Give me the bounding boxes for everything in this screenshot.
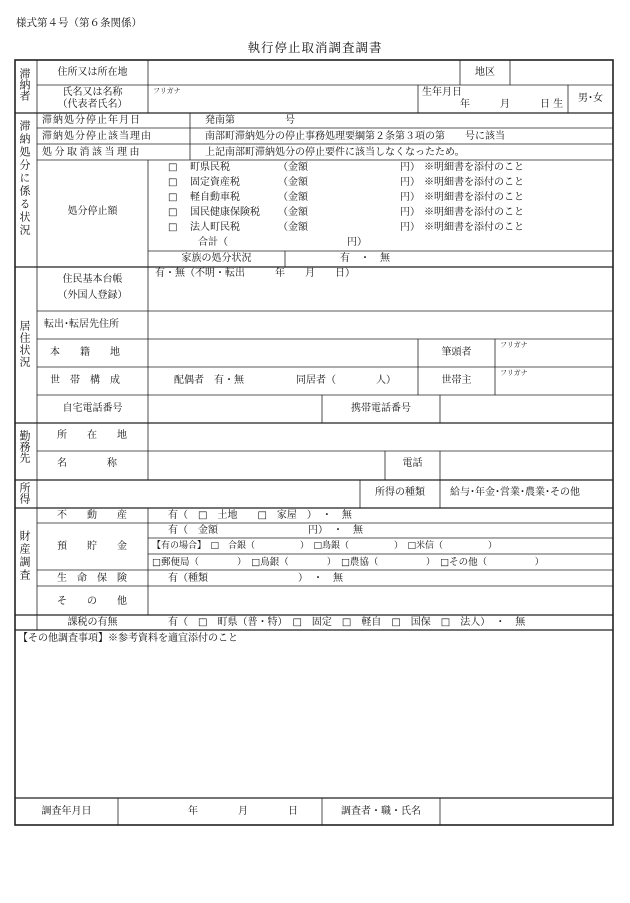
total-yen: 円）	[347, 237, 367, 248]
domicile-label: 本 籍 地	[50, 347, 120, 358]
tax-row-name: 法人町民税	[190, 222, 240, 233]
total-label: 合計（	[198, 237, 228, 248]
mobile-phone-label: 携帯電話番号	[351, 403, 411, 414]
name-label: 氏名又は名称	[62, 87, 123, 98]
tax-row-yen: 円）	[400, 207, 420, 218]
tax-row-name: 軽自動車税	[190, 192, 240, 203]
real-estate-label: 不 動 産	[57, 510, 127, 521]
savings-banks-row2: □郵便局（ ） □鳥銀（ ） □農協（ ） □その他（ ）	[152, 557, 545, 568]
section-shotoku: 所得	[18, 482, 31, 504]
tax-row-checkbox[interactable]: □	[168, 177, 178, 188]
surveyor-label: 調査者・職・氏名	[341, 806, 421, 817]
district-label: 地区	[475, 67, 495, 78]
income-type-label: 所得の種類	[375, 487, 425, 498]
tax-row-checkbox[interactable]: □	[168, 207, 178, 218]
tax-row-amount: （金額	[278, 192, 308, 203]
section-zaisan: 財産調査	[18, 530, 31, 582]
life-insurance-label: 生 命 保 険	[57, 573, 127, 584]
sex-field: 男･女	[578, 93, 603, 104]
birth-date-units: 年 月 日 生	[460, 99, 564, 110]
tax-row-yen: 円）	[400, 222, 420, 233]
real-estate-value: 有（ □ 土地 □ 家屋 ） ・ 無	[168, 510, 352, 521]
home-phone-label: 自宅電話番号	[62, 403, 123, 414]
tax-row-name: 国民健康保険税	[190, 207, 260, 218]
furigana-label: フリガナ	[153, 87, 181, 95]
head-of-registry-label: 筆頭者	[441, 347, 472, 358]
tax-row-amount: （金額	[278, 162, 308, 173]
cancel-label: 処分取消該当理由	[42, 147, 142, 158]
tax-row-note: ※明細書を添付のこと	[424, 207, 524, 218]
moved-address-label: 転出･転居先住所	[44, 319, 119, 330]
reason-label: 滞納処分停止該当理由	[42, 131, 152, 142]
life-insurance-value: 有（種類 ） ・ 無	[168, 573, 343, 584]
tax-row-amount: （金額	[278, 177, 308, 188]
household-label: 世 帯 構 成	[50, 375, 120, 386]
stop-date-label: 滞納処分停止年月日	[42, 115, 141, 126]
tax-row-name: 固定資産税	[190, 177, 240, 188]
furigana-head: フリガナ	[500, 341, 528, 349]
foreign-registry-label: （外国人登録）	[57, 290, 128, 301]
address-label: 住所又は所在地	[57, 67, 128, 78]
document-title: 執行停止取消調査調書	[247, 40, 383, 55]
birth-date-label: 生年月日	[422, 87, 462, 98]
family-status-value: 有 ・ 無	[340, 253, 390, 264]
tax-row-name: 町県民税	[190, 162, 230, 173]
savings-amount: 有（ 金額 円） ・ 無	[168, 525, 363, 536]
tax-row-note: ※明細書を添付のこと	[424, 177, 524, 188]
tax-row-yen: 円）	[400, 192, 420, 203]
stop-date-value: 発南第 号	[205, 115, 295, 126]
form-number-label: 様式第４号（第６条関係）	[16, 17, 142, 29]
tax-row-amount: （金額	[278, 207, 308, 218]
tax-row-checkbox[interactable]: □	[168, 192, 178, 203]
suspended-amount-label: 処分停止額	[67, 206, 118, 217]
section-kinmu: 勤務先	[18, 430, 31, 463]
survey-date-label: 調査年月日	[41, 806, 92, 817]
workplace-location-label: 所 在 地	[57, 430, 127, 441]
reason-value: 南部町滞納処分の停止事務処理要綱第２条第３項の第 号に該当	[205, 131, 505, 142]
section-taino: 滞納者	[18, 68, 31, 101]
tax-row-checkbox[interactable]: □	[168, 162, 178, 173]
tax-row-yen: 円）	[400, 177, 420, 188]
workplace-name-label: 名 称	[57, 458, 117, 469]
cancel-value: 上記南部町滞納処分の停止要件に該当しなくなったため。	[205, 147, 465, 158]
family-status-label: 家族の処分状況	[181, 253, 252, 264]
resident-registry-label: 住民基本台帳	[62, 274, 123, 285]
householder-label: 世帯主	[441, 375, 472, 386]
section-shobun: 滞納処分に係る状況	[18, 120, 31, 237]
savings-banks-row1: 【有の場合】 □ 合銀（ ） □鳥銀（ ） □米信（ ）	[152, 541, 498, 551]
tax-row-yen: 円）	[400, 162, 420, 173]
tax-row-note: ※明細書を添付のこと	[424, 162, 524, 173]
tax-row-note: ※明細書を添付のこと	[424, 192, 524, 203]
tax-row-amount: （金額	[278, 222, 308, 233]
other-survey-items: 【その他調査事項】※参考資料を適宜添付のこと	[18, 633, 238, 644]
spouse-field: 配偶者 有・無	[174, 375, 244, 386]
tax-row-note: ※明細書を添付のこと	[424, 222, 524, 233]
tax-row-checkbox[interactable]: □	[168, 222, 178, 233]
taxation-label: 課税の有無	[67, 617, 118, 628]
cohabitants-field: 同居者（ 人）	[296, 375, 396, 386]
survey-date-value: 年 月 日	[188, 806, 298, 817]
representative-label: （代表者氏名）	[57, 99, 128, 110]
resident-registry-value: 有・無（不明・転出 年 月 日）	[155, 268, 355, 279]
taxation-value: 有（ □ 町県（普・特） □ 固定 □ 軽自 □ 国保 □ 法人） ・ 無	[168, 617, 526, 628]
income-type-value: 給与･年金･営業･農業･その他	[450, 487, 580, 498]
furigana-householder: フリガナ	[500, 369, 528, 377]
workplace-phone-label: 電話	[402, 458, 423, 469]
savings-label: 預 貯 金	[57, 541, 127, 552]
section-kyoju: 居住状況	[18, 320, 31, 368]
other-assets-label: そ の 他	[57, 596, 127, 607]
